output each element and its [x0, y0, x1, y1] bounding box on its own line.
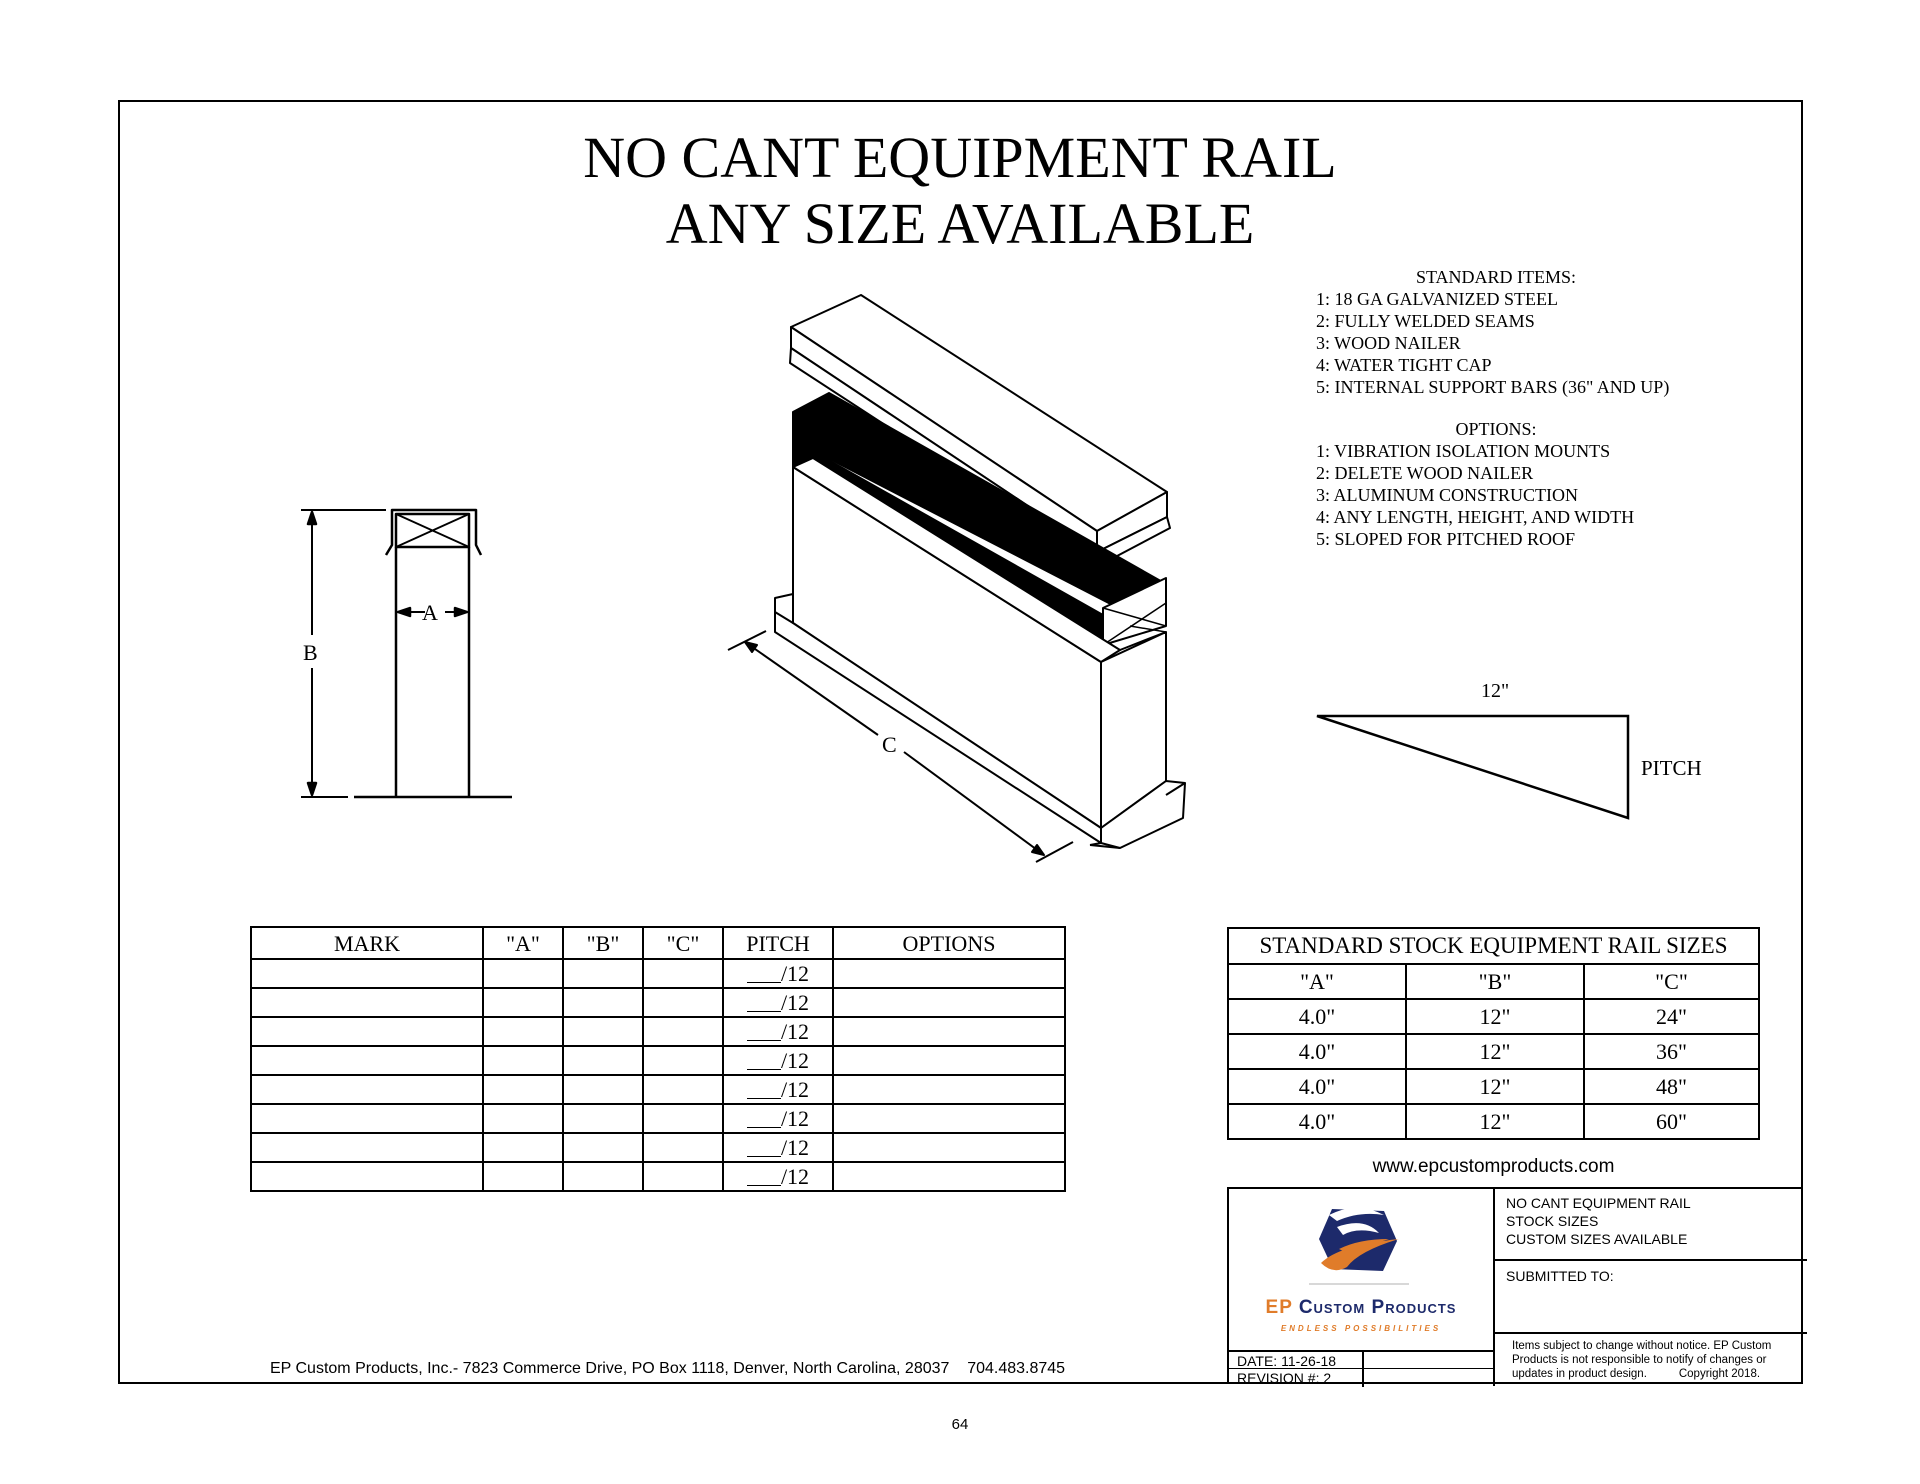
pitch-blank[interactable] — [747, 1138, 781, 1157]
table-row — [1228, 1069, 1759, 1104]
standard-item: 5: INTERNAL SUPPORT BARS (36" AND UP) — [1316, 377, 1670, 397]
submitted-to-label: SUBMITTED TO: — [1506, 1268, 1614, 1284]
standard-item: 4: WATER TIGHT CAP — [1316, 355, 1492, 375]
brand-custom-products: Custom Products — [1298, 1297, 1457, 1318]
isometric-view — [728, 295, 1185, 862]
a-value: 4.0" — [1228, 1104, 1406, 1139]
pitch-suffix: /12 — [780, 1135, 810, 1160]
a-value: 4.0" — [1228, 1034, 1406, 1069]
b-value: 12" — [1406, 1069, 1584, 1104]
c-value: 48" — [1584, 1069, 1759, 1104]
pitch-run-label: 12" — [1481, 680, 1510, 702]
brand-ep: EP — [1265, 1297, 1293, 1318]
c-cell[interactable] — [643, 1017, 723, 1046]
brand-tagline: ENDLESS POSSIBILITIES — [1280, 1324, 1442, 1333]
pitch-suffix: /12 — [780, 1048, 810, 1073]
b-cell[interactable] — [563, 988, 643, 1017]
mark-cell[interactable] — [251, 959, 483, 988]
b-cell[interactable] — [563, 1017, 643, 1046]
stock-sizes-table — [1227, 927, 1760, 1140]
pitch-cell[interactable] — [723, 1075, 833, 1104]
pitch-suffix: /12 — [780, 1077, 810, 1102]
c-value: 36" — [1584, 1034, 1759, 1069]
stock-table-caption: STANDARD STOCK EQUIPMENT RAIL SIZES — [1228, 928, 1759, 964]
column-header-c: "C" — [643, 927, 723, 959]
disclaimer-line: Products is not responsible to notify of changes or — [1512, 1354, 1767, 1366]
disclaimer-line: Items subject to change without notice. EP Custom — [1512, 1340, 1772, 1352]
b-cell[interactable] — [563, 959, 643, 988]
column-header-options: OPTIONS — [833, 927, 1065, 959]
table-header-row — [1228, 964, 1759, 999]
table-header-row — [251, 927, 1065, 959]
options-cell[interactable] — [833, 1046, 1065, 1075]
brand-name — [1229, 1297, 1493, 1319]
title-block — [1227, 1187, 1803, 1384]
pitch-cell[interactable] — [723, 1133, 833, 1162]
pitch-cell[interactable] — [723, 959, 833, 988]
column-header-a: "A" — [1228, 964, 1406, 999]
a-cell[interactable] — [483, 1104, 563, 1133]
pitch-blank[interactable] — [747, 1167, 781, 1186]
disclaimer — [1495, 1332, 1807, 1386]
c-cell[interactable] — [643, 959, 723, 988]
title-block-info — [1493, 1189, 1807, 1386]
pitch-suffix: /12 — [780, 1106, 810, 1131]
pitch-blank[interactable] — [747, 1109, 781, 1128]
pitch-suffix: /12 — [780, 1164, 810, 1189]
pitch-blank[interactable] — [747, 964, 781, 983]
b-cell[interactable] — [563, 1104, 643, 1133]
options-cell[interactable] — [833, 1104, 1065, 1133]
date-field — [1229, 1350, 1493, 1370]
c-cell[interactable] — [643, 988, 723, 1017]
b-cell[interactable] — [563, 1133, 643, 1162]
table-row — [251, 1046, 1065, 1075]
options-cell[interactable] — [833, 988, 1065, 1017]
pitch-suffix: /12 — [780, 990, 810, 1015]
pitch-blank[interactable] — [747, 1022, 781, 1041]
page-title-line-1: NO CANT EQUIPMENT RAIL — [583, 125, 1337, 190]
mark-cell[interactable] — [251, 988, 483, 1017]
mark-cell[interactable] — [251, 1162, 483, 1191]
c-cell[interactable] — [643, 1133, 723, 1162]
revision-value: REVISION #: 2 — [1237, 1370, 1332, 1386]
submitted-to-field[interactable] — [1495, 1259, 1807, 1332]
c-value: 24" — [1584, 999, 1759, 1034]
revision-field — [1229, 1368, 1493, 1387]
options-cell[interactable] — [833, 1133, 1065, 1162]
table-row — [251, 1133, 1065, 1162]
option-item: 1: VIBRATION ISOLATION MOUNTS — [1316, 441, 1611, 461]
table-row — [251, 1075, 1065, 1104]
table-row — [251, 988, 1065, 1017]
company-logo — [1229, 1189, 1493, 1350]
disclaimer-line: updates in product design. Copyright 2018. — [1512, 1368, 1761, 1380]
table-row — [1228, 1104, 1759, 1139]
a-value: 4.0" — [1228, 1069, 1406, 1104]
table-row — [251, 1104, 1065, 1133]
standard-item: 3: WOOD NAILER — [1316, 333, 1461, 353]
mark-cell[interactable] — [251, 1133, 483, 1162]
pitch-blank[interactable] — [747, 1080, 781, 1099]
b-cell[interactable] — [563, 1075, 643, 1104]
mark-cell[interactable] — [251, 1017, 483, 1046]
standard-item: 1: 18 GA GALVANIZED STEEL — [1316, 289, 1558, 309]
a-cell[interactable] — [483, 1017, 563, 1046]
mark-cell[interactable] — [251, 1075, 483, 1104]
standard-items-header: STANDARD ITEMS: — [1415, 267, 1577, 287]
c-cell[interactable] — [643, 1104, 723, 1133]
a-cell[interactable] — [483, 959, 563, 988]
c-cell[interactable] — [643, 1075, 723, 1104]
c-value: 60" — [1584, 1104, 1759, 1139]
table-row — [1228, 1034, 1759, 1069]
pitch-rise-label: PITCH — [1641, 756, 1702, 780]
dimension-label-a: A — [422, 600, 438, 625]
options-cell[interactable] — [833, 1017, 1065, 1046]
option-item: 4: ANY LENGTH, HEIGHT, AND WIDTH — [1316, 507, 1635, 527]
option-item: 3: ALUMINUM CONSTRUCTION — [1316, 485, 1579, 505]
b-value: 12" — [1406, 1034, 1584, 1069]
pitch-cell[interactable] — [723, 1017, 833, 1046]
pitch-cell[interactable] — [723, 1162, 833, 1191]
options-cell[interactable] — [833, 959, 1065, 988]
column-header-c: "C" — [1584, 964, 1759, 999]
website-link[interactable]: www.epcustomproducts.com — [1372, 1156, 1615, 1177]
a-cell[interactable] — [483, 1046, 563, 1075]
table-row — [251, 959, 1065, 988]
pitch-suffix: /12 — [780, 1019, 810, 1044]
a-cell[interactable] — [483, 1133, 563, 1162]
date-value: DATE: 11-26-18 — [1237, 1353, 1337, 1369]
section-view — [301, 510, 512, 797]
a-cell[interactable] — [483, 1075, 563, 1104]
c-cell[interactable] — [643, 1046, 723, 1075]
dimension-label-b: B — [303, 640, 318, 665]
column-header-mark: MARK — [251, 927, 483, 959]
table-row — [251, 1162, 1065, 1191]
pitch-blank[interactable] — [747, 993, 781, 1012]
pitch-suffix: /12 — [780, 961, 810, 986]
mark-cell[interactable] — [251, 1046, 483, 1075]
standard-item: 2: FULLY WELDED SEAMS — [1316, 311, 1535, 331]
pitch-blank[interactable] — [747, 1051, 781, 1070]
a-cell[interactable] — [483, 1162, 563, 1191]
drawing-description — [1495, 1189, 1807, 1259]
description-line: STOCK SIZES — [1506, 1213, 1599, 1229]
dimension-label-c: C — [882, 732, 897, 757]
page-title-line-2: ANY SIZE AVAILABLE — [665, 191, 1255, 256]
column-header-pitch: PITCH — [723, 927, 833, 959]
options-cell[interactable] — [833, 1162, 1065, 1191]
b-cell[interactable] — [563, 1162, 643, 1191]
company-address: EP Custom Products, Inc.- 7823 Commerce Drive, PO Box 1118, Denver, North Carolina, 28037 704.483.8745 — [270, 1360, 1066, 1377]
description-line: CUSTOM SIZES AVAILABLE — [1506, 1231, 1688, 1247]
options-header: OPTIONS: — [1455, 419, 1537, 439]
a-value: 4.0" — [1228, 999, 1406, 1034]
description-line: NO CANT EQUIPMENT RAIL — [1506, 1195, 1691, 1211]
b-cell[interactable] — [563, 1046, 643, 1075]
options-cell[interactable] — [833, 1075, 1065, 1104]
option-item: 2: DELETE WOOD NAILER — [1316, 463, 1534, 483]
column-header-b: "B" — [1406, 964, 1584, 999]
b-value: 12" — [1406, 1104, 1584, 1139]
option-item: 5: SLOPED FOR PITCHED ROOF — [1316, 529, 1576, 549]
table-row — [1228, 999, 1759, 1034]
pitch-cell[interactable] — [723, 1046, 833, 1075]
table-row — [251, 1017, 1065, 1046]
mark-cell[interactable] — [251, 1104, 483, 1133]
pitch-cell[interactable] — [723, 988, 833, 1017]
a-cell[interactable] — [483, 988, 563, 1017]
pitch-cell[interactable] — [723, 1104, 833, 1133]
b-value: 12" — [1406, 999, 1584, 1034]
page-number: 64 — [951, 1416, 969, 1433]
c-cell[interactable] — [643, 1162, 723, 1191]
column-header-b: "B" — [563, 927, 643, 959]
column-header-a: "A" — [483, 927, 563, 959]
order-entry-table — [250, 926, 1066, 1192]
pitch-triangle — [1317, 716, 1628, 818]
